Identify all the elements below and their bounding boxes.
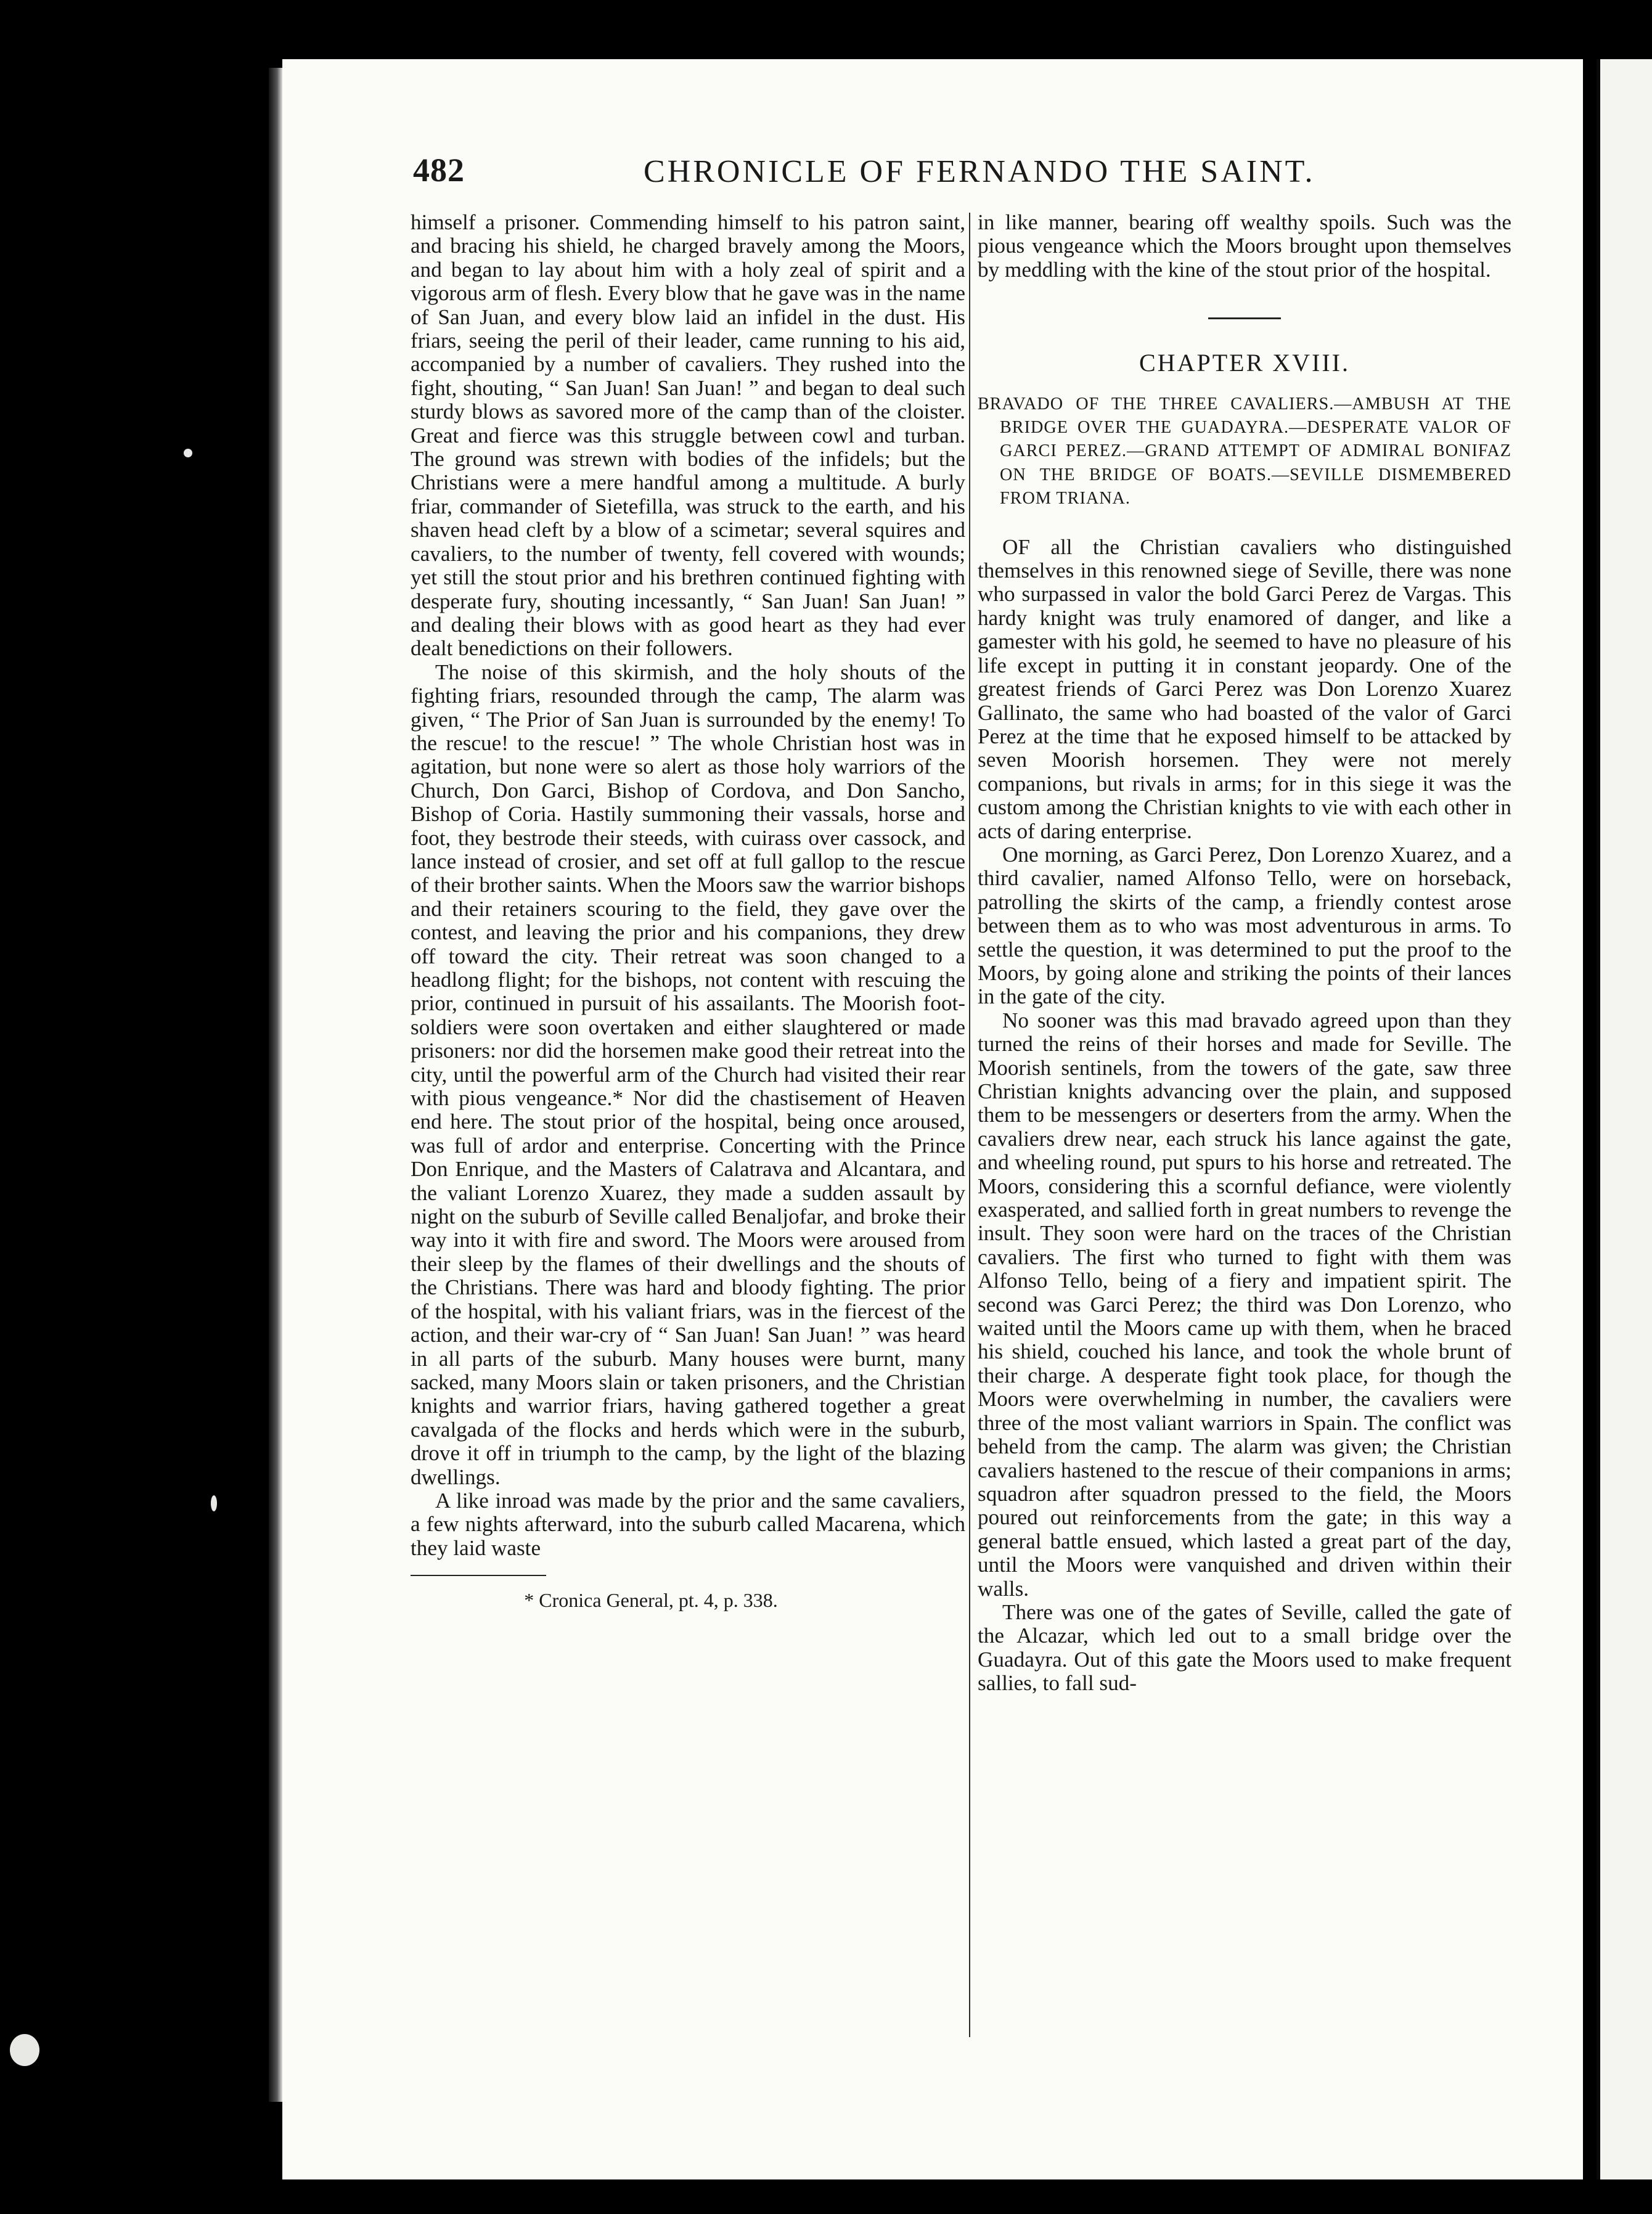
running-head xyxy=(413,151,1315,200)
chapter-summary: BRAVADO OF THE THREE CAVALIERS.—AMBUSH AT THE BRIDGE OVER THE GUADAYRA.—DESPERATE VALOR OF GARCI PEREZ.—GRAND ATTEMPT OF ADMIRAL BONIFAZ ON THE BRIDGE OF BOATS.—SEVILLE DISMEMBERED FROM TRIANA. xyxy=(978,394,1511,509)
column-divider xyxy=(969,213,970,2037)
paragraph: OF all the Christian cavaliers who distinguished themselves in this renowned siege of Seville, there was none who surpassed in valor the bold Garci Perez de Vargas. This hardy knight was truly enamored of danger, and like a gamester with his gold, he seemed to have no pleasure of his life except in putting it in constant jeopardy. One of the greatest friends of Garci Perez was Don Lorenzo Xuarez Gallinato, the same who had boasted of the valor of Garci Perez at the time that he exposed himself to be attacked by seven Moorish horsemen. They were not merely companions, but rivals in arms; for in this siege it was the custom among the Christian knights to vie with each other in acts of daring enterprise. xyxy=(978,534,1511,843)
footnote: * Cronica General, pt. 4, p. 338. xyxy=(524,1589,778,1612)
paragraph: There was one of the gates of Seville, called the gate of the Alcazar, which led out to a small bridge over the Guadayra. Out of this gate the Moors used to make frequent sallies, to fall sud- xyxy=(978,1599,1511,1696)
margin-speck xyxy=(10,2034,39,2066)
page-number: 482 xyxy=(413,152,465,189)
paragraph: One morning, as Garci Perez, Don Lorenzo Xuarez, and a third cavalier, named Alfonso Tello, were on horseback, patrolling the skirts of the camp, a friendly contest arose between them as to who was most adventurous in arms. To settle the question, it was determined to put the proof to the Moors, by going alone and striking the points of their lances in the gate of the city. xyxy=(978,842,1511,1009)
running-title: CHRONICLE OF FERNANDO THE SAINT. xyxy=(644,154,1315,189)
margin-speck xyxy=(211,1495,217,1511)
paragraph: No sooner was this mad bravado agreed upon than they turned the reins of their horses and made for Seville. The Moorish sentinels, from the towers of the gate, saw three Christian knights advancing over the plain, and supposed them to be messengers or deserters from the army. When the cavaliers drew near, each struck his lance against the gate, and wheeling round, put spurs to his horse and retreated. The Moors, considering this a scornful defiance, were violently exasperated, and sallied forth in great numbers to revenge the insult. They soon were hard on the traces of the Christian cavaliers. The first who turned to fight with them was Alfonso Tello, being of a fiery and impatient spirit. The second was Garci Perez; the third was Don Lorenzo, who waited until the Moors came up with them, when he braced his shield, couched his lance, and took the whole brunt of their charge. A desperate fight took place, for though the Moors were overwhelming in number, the cavaliers were three of the most valiant warriors in Spain. The conflict was beheld from the camp. The alarm was given; the Christian cavaliers hastened to the rescue of their companions in arms; squadron after squadron pressed to the field, the Moors poured out reinforcements from the gate; in this way a general battle ensued, which lasted a great part of the day, until the Moors were vanquished and driven within their walls. xyxy=(978,1008,1511,1601)
chapter-title: CHAPTER XVIII. xyxy=(1139,349,1350,377)
footnote-rule xyxy=(411,1575,546,1576)
right-column xyxy=(978,211,1511,1696)
paragraph: in like manner, bearing off wealthy spoils. Such was the pious vengeance which the Moors brought upon themselves by meddling with the kine of the stout prior of the hospital. xyxy=(978,210,1511,282)
paragraph: A like inroad was made by the prior and the same cavaliers, a few nights afterward, into the suburb called Macarena, which they laid waste xyxy=(411,1488,965,1560)
left-column xyxy=(411,211,965,1612)
paragraph: The noise of this skirmish, and the holy shouts of the fighting friars, resounded through the camp, The alarm was given, “ The Prior of San Juan is surrounded by the enemy! To the rescue! to the rescue! ” The whole Christian host was in agitation, but none were so alert as those holy warriors of the Church, Don Garci, Bishop of Cordova, and Don Sancho, Bishop of Coria. Hastily summoning their vassals, horse and foot, they bestrode their steeds, with cuirass over cassock, and lance instead of crosier, and set off at full gallop to the rescue of their brother saints. When the Moors saw the warrior bishops and their retainers scouring to the field, they gave over the contest, and leaving the prior and his companions, they drew off toward the city. Their retreat was soon changed to a headlong flight; for the bishops, not content with rescuing the prior, continued in pursuit of his assailants. The Moorish foot-soldiers were soon overtaken and either slaughtered or made prisoners: nor did the horsemen make good their retreat into the city, until the powerful arm of the Church had visited their rear with pious vengeance.* Nor did the chastisement of Heaven end here. The stout prior of the hospital, being once aroused, was full of ardor and enterprise. Concerting with the Prince Don Enrique, and the Masters of Calatrava and Alcantara, and the valiant Lorenzo Xuarez, they made a sudden assault by night on the suburb of Seville called Benaljofar, and broke their way into it with fire and sword. The Moors were aroused from their sleep by the flames of their dwellings and the shouts of the Christians. There was hard and bloody fighting. The prior of the hospital, with his valiant friars, was in the fiercest of the action, and their war-cry of “ San Juan! San Juan! ” was heard in all parts of the suburb. Many houses were burnt, many sacked, many Moors slain or taken prisoners, and the Christian knights and warrior friars, having gathered together a great cavalgada of the flocks and herds which were in the suburb, drove it off in triumph to the camp, by the light of the blazing dwellings. xyxy=(411,660,965,1489)
adjacent-page-edge xyxy=(1597,59,1652,2179)
margin-speck xyxy=(184,449,192,457)
page-gutter-shadow xyxy=(269,68,282,2102)
chapter-rule xyxy=(1208,317,1281,319)
paragraph: himself a prisoner. Commending himself to his patron saint, and bracing his shield, he charged bravely among the Moors, and began to lay about him with a holy zeal of spirit and a vigorous arm of flesh. Every blow that he gave was in the name of San Juan, and every blow laid an infidel in the dust. His friars, seeing the peril of their leader, came running to his aid, accompanied by a number of cavaliers. They rushed into the fight, shouting, “ San Juan! San Juan! ” and began to deal such sturdy blows as savored more of the camp than of the cloister. Great and fierce was this struggle between cowl and turban. The ground was strewn with bodies of the infidels; but the Christians were a mere handful among a multitude. A burly friar, commander of Sietefilla, was struck to the earth, and his shaven head cleft by a blow of a scimetar; several squires and cavaliers, to the number of twenty, fell covered with wounds; yet still the stout prior and his brethren continued fighting with desperate fury, shouting incessantly, “ San Juan! San Juan! ” and dealing their blows with as good heart as they had ever dealt benedictions on their followers. xyxy=(411,210,965,661)
